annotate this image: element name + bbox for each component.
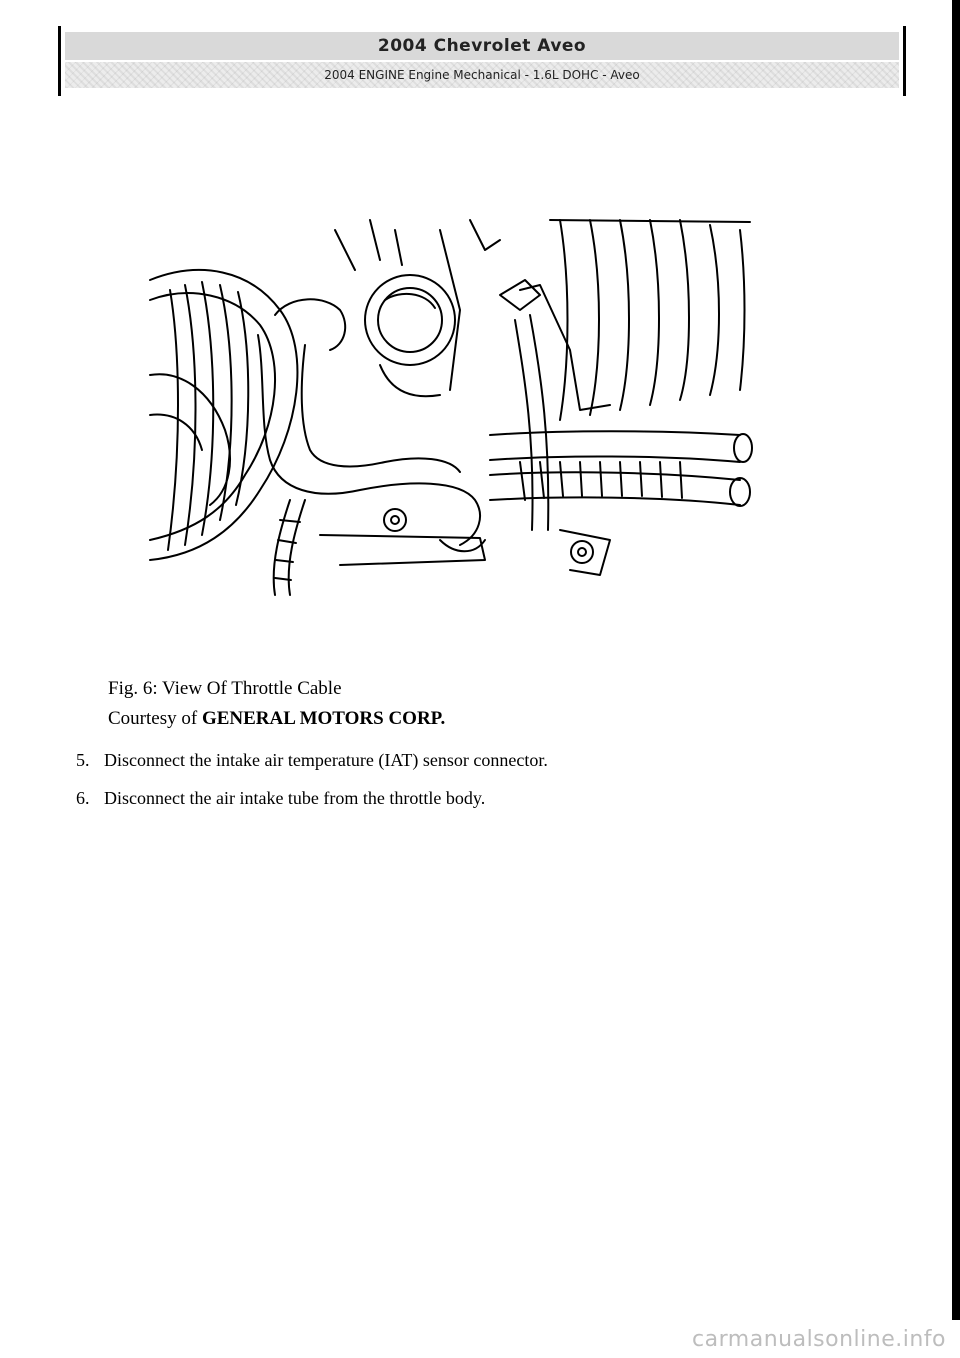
- throttle-cable-illustration: [140, 200, 760, 605]
- step-text: Disconnect the intake air temperature (IAT) sensor connector.: [104, 750, 548, 770]
- header-subtitle: 2004 ENGINE Engine Mechanical - 1.6L DOHC - Aveo: [65, 62, 899, 88]
- figure-caption-block: [108, 674, 445, 734]
- step-number: 5.: [76, 750, 90, 770]
- procedure-step: [76, 750, 836, 788]
- document-header: [58, 26, 906, 96]
- site-watermark: carmanualsonline.info: [692, 1327, 946, 1352]
- figure-caption: Fig. 6: View Of Throttle Cable: [108, 678, 342, 699]
- figure-credit-company: GENERAL MOTORS CORP.: [201, 708, 446, 729]
- page-right-border: [952, 0, 960, 1320]
- header-title: 2004 Chevrolet Aveo: [65, 32, 899, 60]
- procedure-step: [76, 788, 836, 826]
- step-text: Disconnect the air intake tube from the throttle body.: [104, 788, 486, 808]
- figure-credit: [108, 704, 445, 734]
- procedure-steps: [76, 750, 836, 826]
- figure-credit-prefix: Courtesy of: [108, 708, 202, 729]
- step-number: 6.: [76, 788, 90, 808]
